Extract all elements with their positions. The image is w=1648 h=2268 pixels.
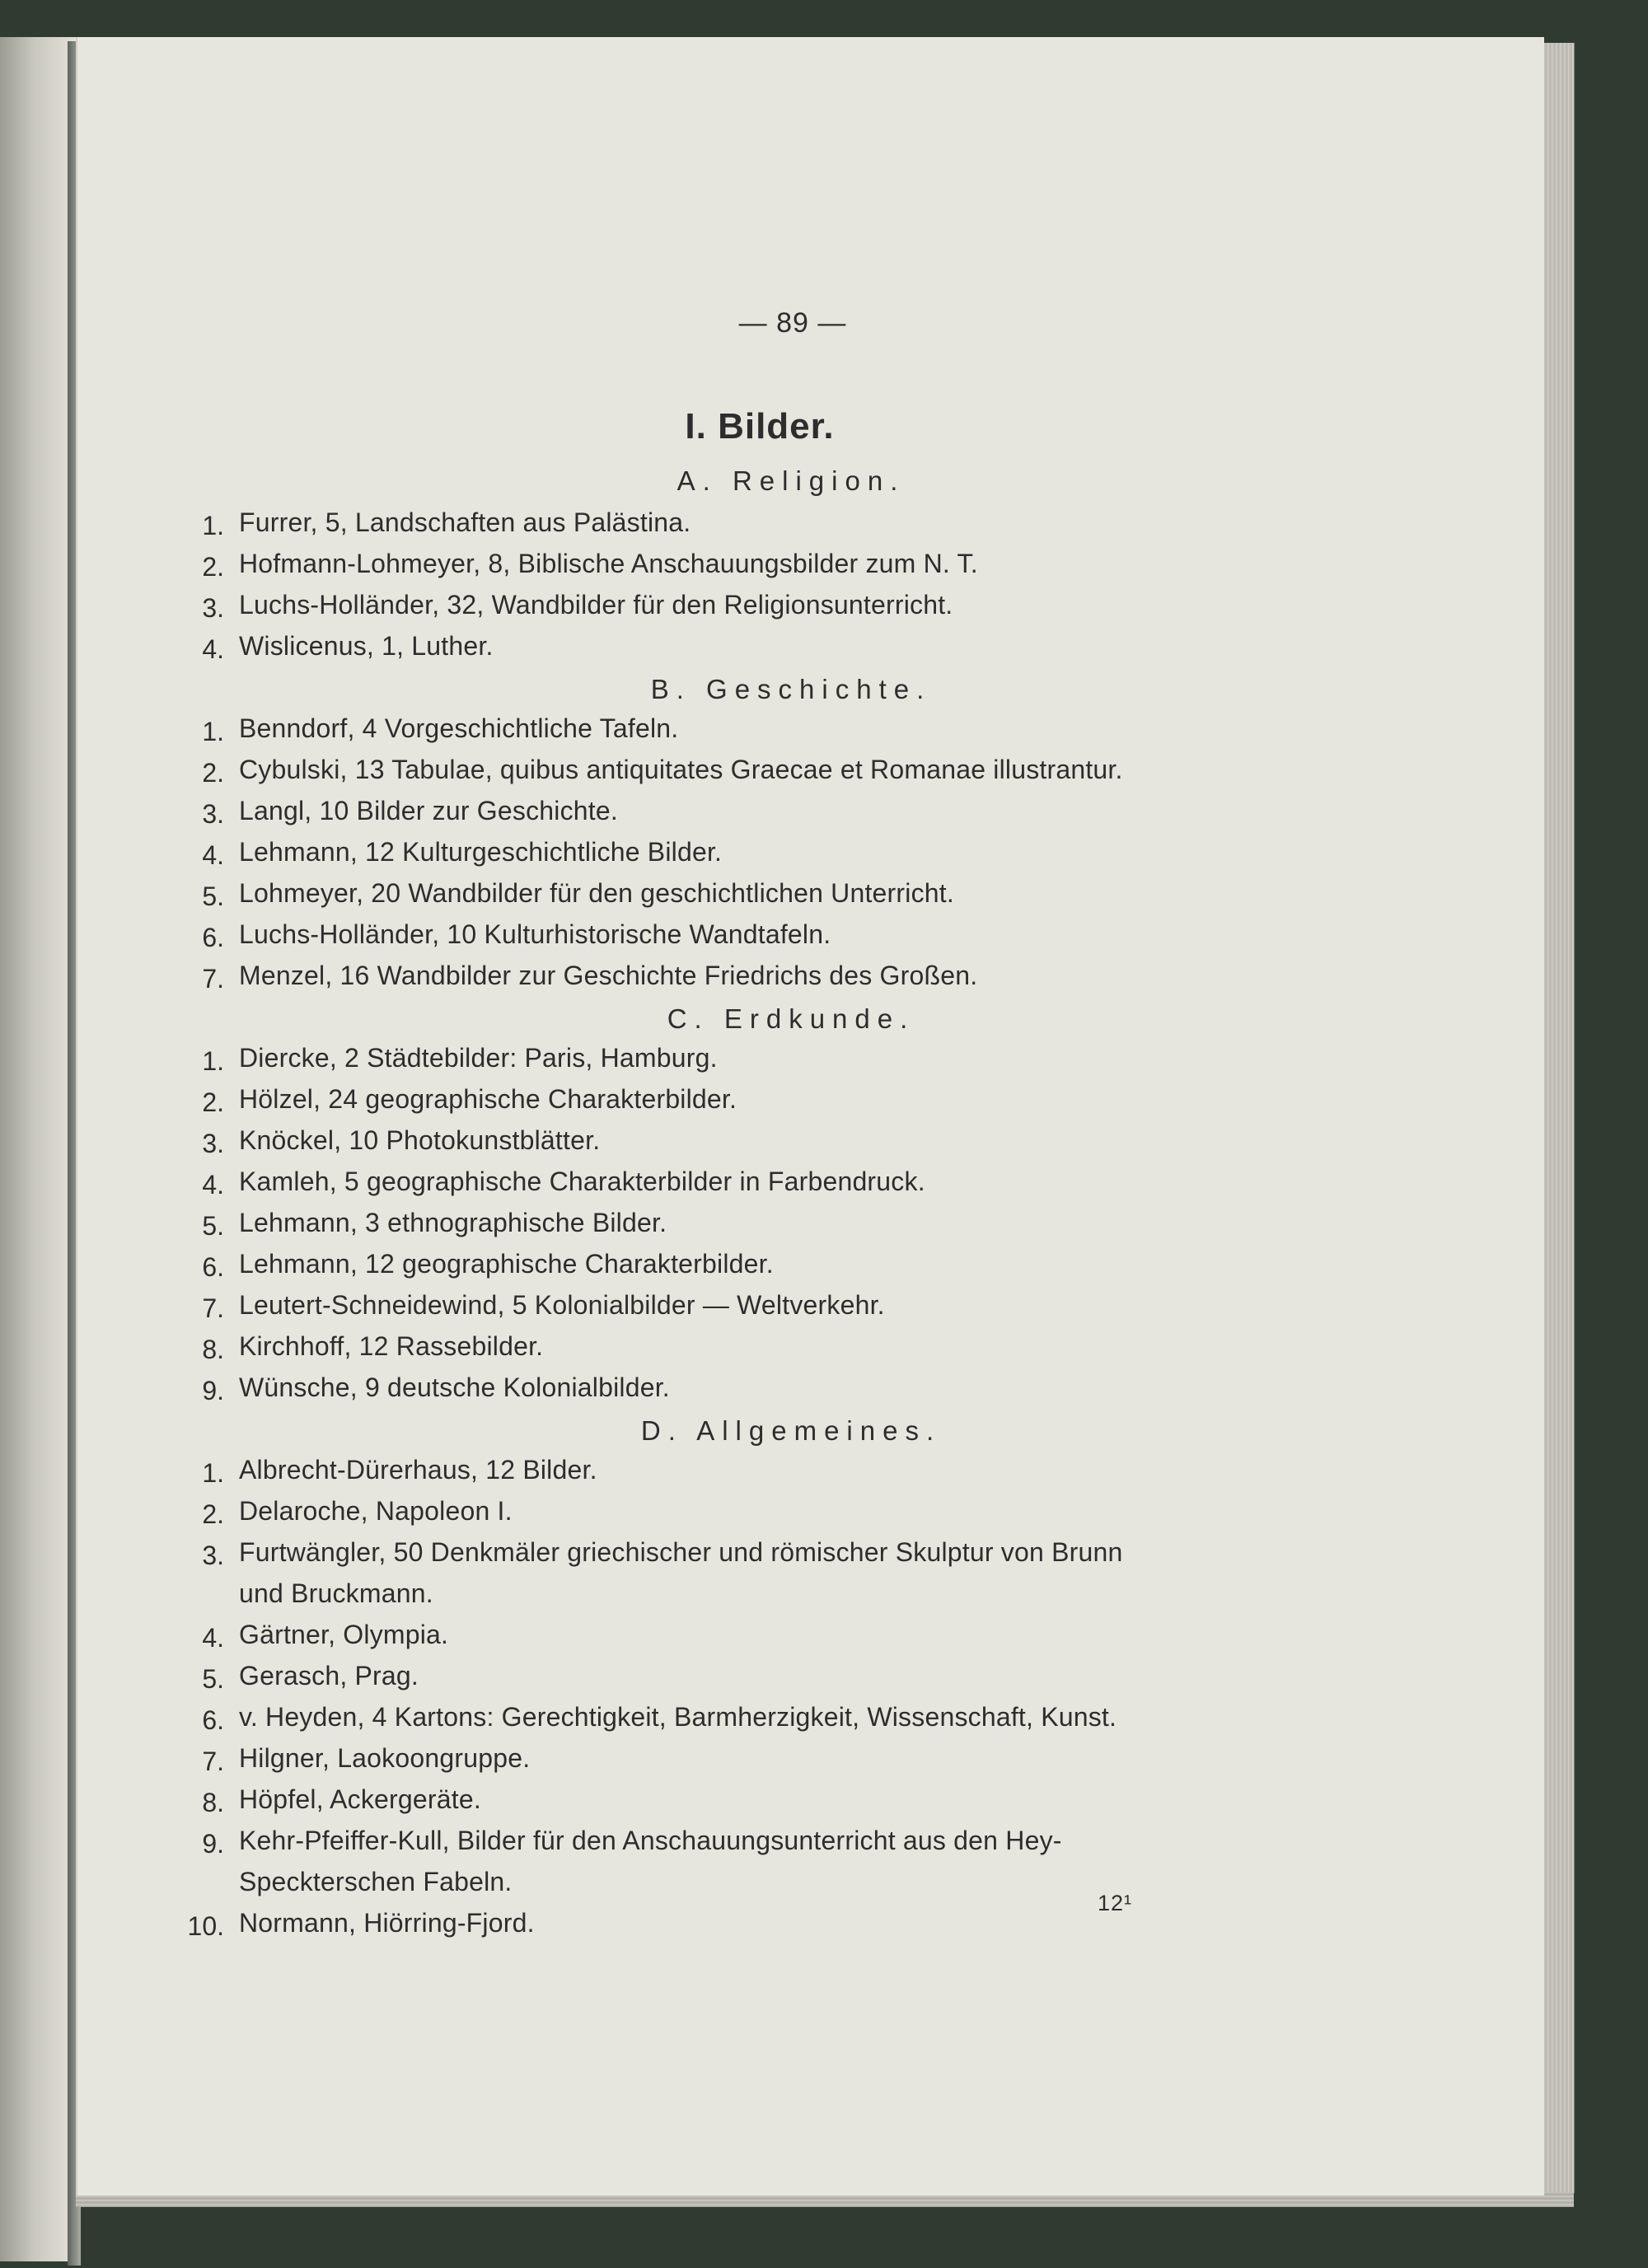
entry-number: 6. (202, 923, 224, 952)
entry-continuation: und Bruckmann. (239, 1578, 433, 1608)
entry-number: 8. (202, 1335, 224, 1364)
entry-text: Wislicenus, 1, Luther. (239, 631, 494, 661)
entry-continuation: Speckterschen Fabeln. (239, 1867, 513, 1896)
entry-text: Höpfel, Ackergeräte. (239, 1784, 481, 1814)
page-number: — 89 — (738, 307, 847, 339)
entry-number: 8. (202, 1788, 224, 1817)
entry-number: 3. (202, 799, 224, 829)
left-page-edge (0, 37, 76, 2261)
entry-number: 1. (202, 717, 224, 746)
entry-text: Gärtner, Olympia. (239, 1620, 449, 1649)
signature-mark: 12¹ (1098, 1891, 1133, 1915)
entry-number: 6. (202, 1252, 224, 1282)
entry-text: Lehmann, 3 ethnographische Bilder. (239, 1208, 667, 1237)
entry-number: 5. (202, 1211, 224, 1241)
entry-text: Kamleh, 5 geographische Charakterbilder in Farbendruck. (239, 1167, 925, 1196)
section-title-allgemeines: D. Allgemeines. (640, 1415, 942, 1446)
entry-text: Menzel, 16 Wandbilder zur Geschichte Friedrichs des Großen. (239, 961, 978, 990)
entry-text: Luchs-Holländer, 10 Kulturhistorische Wandtafeln. (239, 919, 831, 949)
entry-text: Benndorf, 4 Vorgeschichtliche Tafeln. (239, 713, 679, 743)
entry-number: 7. (202, 964, 224, 994)
section-title-religion: A. Religion. (677, 465, 906, 496)
entry-text: Leutert-Schneidewind, 5 Kolonialbilder — Weltverkehr. (239, 1290, 885, 1320)
entry-text: v. Heyden, 4 Kartons: Gerechtigkeit, Barmherzigkeit, Wissenschaft, Kunst. (239, 1702, 1117, 1732)
entry-text: Hölzel, 24 geographische Charakterbilder. (239, 1084, 737, 1114)
entry-text: Hilgner, Laokoongruppe. (239, 1743, 531, 1773)
entry-text: Lohmeyer, 20 Wandbilder für den geschichtlichen Unterricht. (239, 878, 954, 908)
section-title-erdkunde: C. Erdkunde. (667, 1003, 915, 1034)
entry-number: 2. (202, 1087, 224, 1117)
entry-text: Lehmann, 12 Kulturgeschichtliche Bilder. (239, 837, 723, 867)
entry-text: Wünsche, 9 deutsche Kolonialbilder. (239, 1372, 670, 1402)
entry-text: Albrecht-Dürerhaus, 12 Bilder. (239, 1455, 597, 1485)
page-content (76, 37, 1544, 2196)
entry-number: 2. (202, 758, 224, 788)
entry-text: Furrer, 5, Landschaften aus Palästina. (239, 507, 691, 537)
entry-number: 5. (202, 1664, 224, 1694)
section-title-geschichte: B. Geschichte. (650, 674, 932, 704)
entry-number: 1. (202, 511, 224, 540)
entry-text: Delaroche, Napoleon I. (239, 1496, 513, 1526)
entry-text: Gerasch, Prag. (239, 1661, 419, 1690)
entry-number: 7. (202, 1747, 224, 1776)
entry-number: 6. (202, 1705, 224, 1735)
entry-number: 4. (202, 1170, 224, 1199)
entry-number: 10. (187, 1911, 224, 1941)
entry-number: 5. (202, 881, 224, 911)
entry-text: Kehr-Pfeiffer-Kull, Bilder für den Anschauungsunterricht aus den Hey- (239, 1826, 1062, 1855)
entry-number: 3. (202, 1541, 224, 1570)
book-page (76, 37, 1544, 2196)
entry-text: Kirchhoff, 12 Rassebilder. (239, 1331, 544, 1361)
entry-number: 3. (202, 593, 224, 623)
entry-number: 4. (202, 634, 224, 664)
entry-text: Diercke, 2 Städtebilder: Paris, Hamburg. (239, 1043, 718, 1073)
entry-number: 3. (202, 1129, 224, 1158)
entry-text: Knöckel, 10 Photokunstblätter. (239, 1125, 601, 1155)
entry-number: 2. (202, 552, 224, 582)
entry-text: Normann, Hiörring-Fjord. (239, 1908, 535, 1938)
entry-number: 9. (202, 1376, 224, 1405)
entry-text: Cybulski, 13 Tabulae, quibus antiquitates Graecae et Romanae illustrantur. (239, 755, 1123, 784)
entry-text: Hofmann-Lohmeyer, 8, Biblische Anschauungsbilder zum N. T. (239, 549, 978, 578)
chapter-title: I. Bilder. (685, 406, 835, 447)
entry-number: 4. (202, 1623, 224, 1653)
entry-number: 1. (202, 1458, 224, 1488)
entry-text: Lehmann, 12 geographische Charakterbilder. (239, 1249, 774, 1279)
entry-number: 1. (202, 1046, 224, 1076)
entry-text: Langl, 10 Bilder zur Geschichte. (239, 796, 618, 825)
entry-text: Luchs-Holländer, 32, Wandbilder für den Religionsunterricht. (239, 590, 953, 620)
entry-number: 2. (202, 1499, 224, 1529)
entry-text: Furtwängler, 50 Denkmäler griechischer und römischer Skulptur von Brunn (239, 1537, 1123, 1567)
entry-number: 9. (202, 1829, 224, 1859)
page-right-stack (1544, 43, 1575, 2193)
entry-number: 4. (202, 840, 224, 870)
entry-number: 7. (202, 1293, 224, 1323)
